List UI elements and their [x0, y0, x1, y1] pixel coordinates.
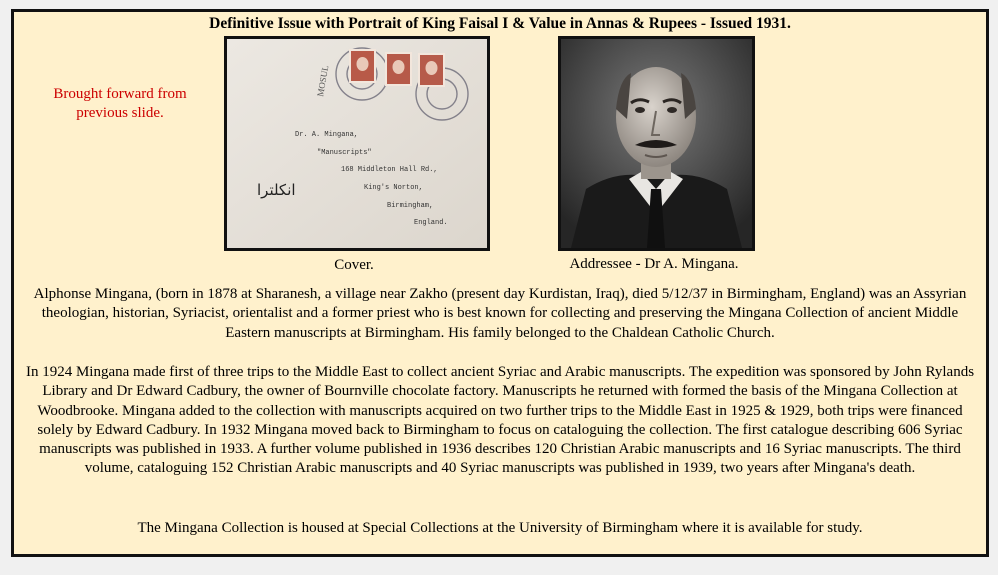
address-line: 168 Middleton Hall Rd., [341, 166, 438, 174]
cover-caption: Cover. [334, 257, 374, 273]
paragraph-collection: The Mingana Collection is housed at Special Collections at the University of Birmingham where it is available for study. [137, 520, 863, 536]
exhibit-slide [11, 9, 989, 557]
envelope-illustration [227, 39, 487, 248]
cover-image [224, 36, 490, 251]
portrait-illustration [561, 39, 752, 248]
address-line: England. [414, 219, 448, 227]
portrait-caption: Addressee - Dr A. Mingana. [569, 256, 739, 272]
address-line: King's Norton, [364, 184, 423, 192]
handwritten-annotation: انكلترا [257, 181, 296, 199]
address-line: "Manuscripts" [317, 149, 372, 157]
brought-forward-note: Brought forward from previous slide. [53, 86, 187, 121]
postmark-text: MOSUL [315, 64, 331, 98]
paragraph-expeditions: In 1924 Mingana made first of three trips to the Middle East to collect ancient Syriac and Arabic manuscripts. The expedition was sponsored by John Rylands Library and Dr Edward Cadbury, the owner of Bournville chocolate factory. Manuscripts he returned with formed the basis of the Mingana Collection at Woodbrooke. Mingana added to the collection with manuscripts acquired on two further trips to the Middle East in 1925 & 1929, both trips were financed solely by Edward Cadbury. In 1932 Mingana moved back to Birmingham to focus on cataloguing the collection. The first catalogue describing 606 Syriac manuscripts was published in 1933. A further volume published in 1936 describes 120 Christian Arabic manuscripts and 16 Syriac manuscripts. The third volume, cataloguing 152 Christian Arabic manuscripts and 40 Syriac manuscripts was published in 1939, two years after Mingana's death. [25, 364, 975, 477]
address-line: Birmingham, [387, 202, 434, 210]
address-line: Dr. A. Mingana, [295, 131, 359, 139]
stamps [350, 50, 444, 86]
paragraph-biography: Alphonse Mingana, (born in 1878 at Sharanesh, a village near Zakho (present day Kurdistan, Iraq), died 5/12/37 in Birmingham, England) was an Assyrian theologian, historian, Syriacist, orientalist and a former priest who is best known for collecting and preserving the Mingana Collection of ancient Middle Eastern manuscripts at Birmingham. His family belonged to the Chaldean Catholic Church. [33, 286, 967, 341]
portrait-image [558, 36, 755, 251]
slide-title: Definitive Issue with Portrait of King Faisal I & Value in Annas & Rupees - Issued 1931. [209, 15, 791, 32]
